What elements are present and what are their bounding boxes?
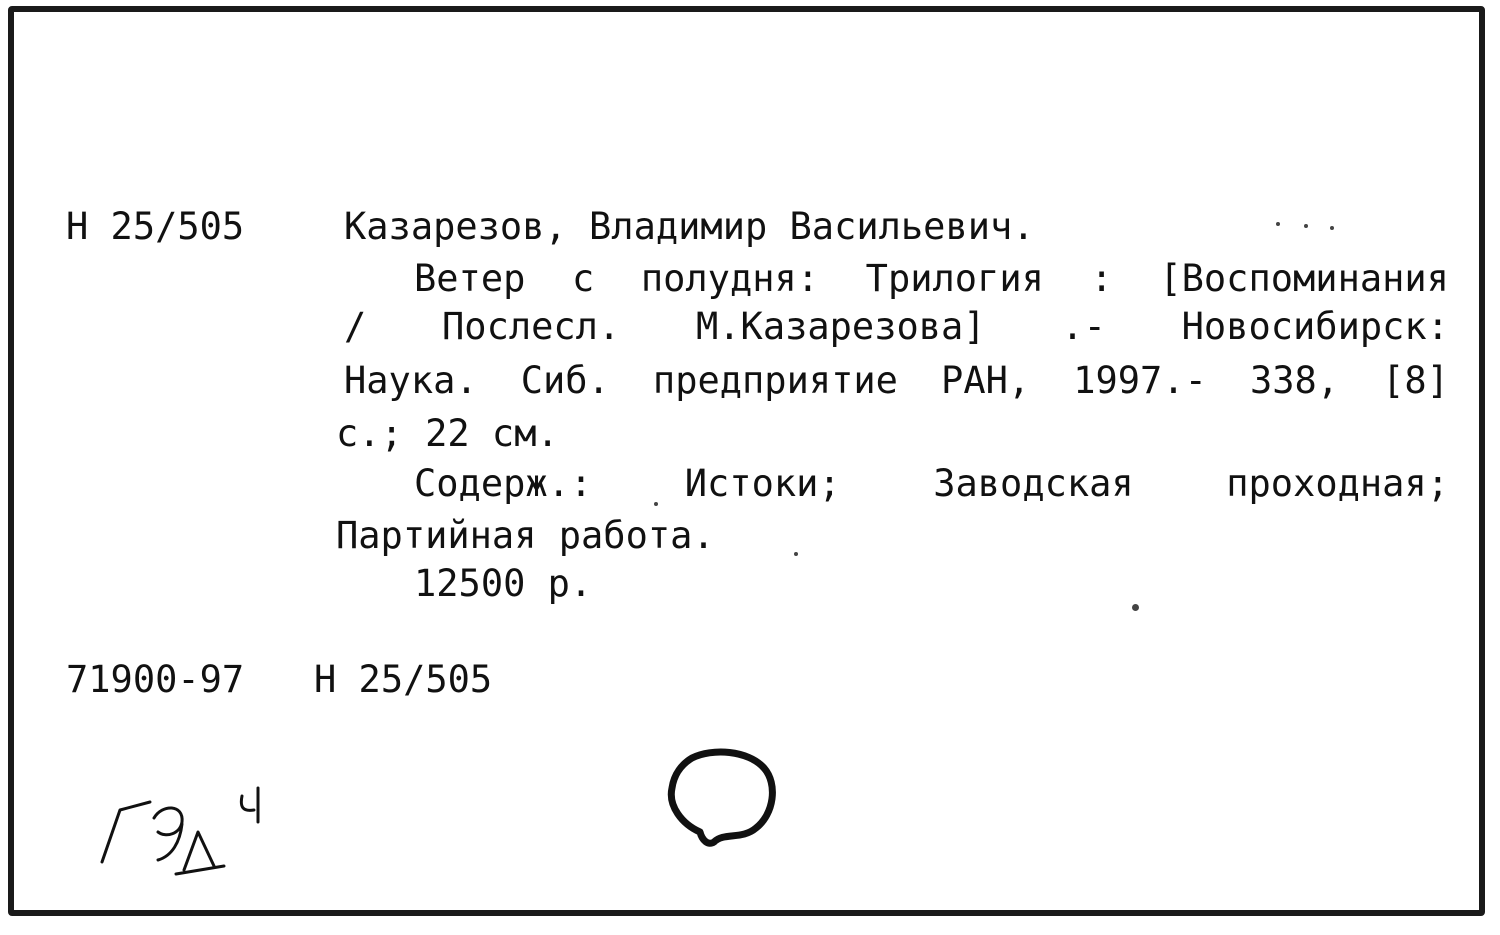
stamp-circle xyxy=(662,744,782,849)
title-line-1-word: полудня: xyxy=(640,257,820,300)
title-line-1-word: [Воспоминания xyxy=(1159,257,1449,300)
contents-line-2: Партийная работа. xyxy=(336,514,715,557)
title-line-3-word: Сиб. xyxy=(520,359,610,402)
title-line-3-word: 338, xyxy=(1249,359,1340,402)
title-line-2-word: / xyxy=(344,305,367,348)
physical-description: с.; 22 см. xyxy=(336,412,559,455)
scan-speck xyxy=(1132,604,1139,611)
call-number-bottom: Н 25/505 xyxy=(314,658,493,701)
title-line-2-word: Послесл. xyxy=(442,305,621,348)
contents-word: Истоки; xyxy=(684,462,841,505)
author-heading: Казарезов, Владимир Васильевич. xyxy=(344,205,1035,248)
contents-word: Содерж.: xyxy=(414,462,593,505)
title-line-3-word: Наука. xyxy=(344,359,478,402)
title-line-2-word: .- xyxy=(1061,305,1106,348)
title-line-2 xyxy=(344,305,1449,348)
title-line-3-word: 1997.- xyxy=(1073,359,1207,402)
title-line-1-word: Ветер xyxy=(414,257,526,300)
title-line-3 xyxy=(344,359,1449,402)
accession-number: 71900-97 xyxy=(66,658,245,701)
title-line-2-word: Новосибирск: xyxy=(1181,305,1449,348)
title-line-1 xyxy=(414,257,1449,300)
title-line-1-word: Трилогия xyxy=(865,257,1044,300)
contents-word: проходная; xyxy=(1226,462,1449,505)
title-line-1-word: : xyxy=(1090,257,1113,300)
scan-speck xyxy=(1304,224,1308,228)
title-line-3-word: [8] xyxy=(1382,359,1449,402)
title-line-1-word: с xyxy=(571,257,595,300)
contents-line-1 xyxy=(414,462,1449,505)
catalog-card xyxy=(8,6,1485,916)
scan-speck xyxy=(1330,226,1334,230)
call-number: Н 25/505 xyxy=(66,205,245,248)
handwritten-note xyxy=(92,782,302,892)
scan-speck xyxy=(794,552,798,556)
scan-speck xyxy=(1276,222,1280,226)
title-line-3-word: предприятие xyxy=(652,359,898,402)
price: 12500 р. xyxy=(414,562,593,605)
scan-speck xyxy=(654,502,658,506)
title-line-2-word: М.Казарезова] xyxy=(696,305,986,348)
contents-word: Заводская xyxy=(933,462,1134,505)
title-line-3-word: РАН, xyxy=(941,359,1031,402)
